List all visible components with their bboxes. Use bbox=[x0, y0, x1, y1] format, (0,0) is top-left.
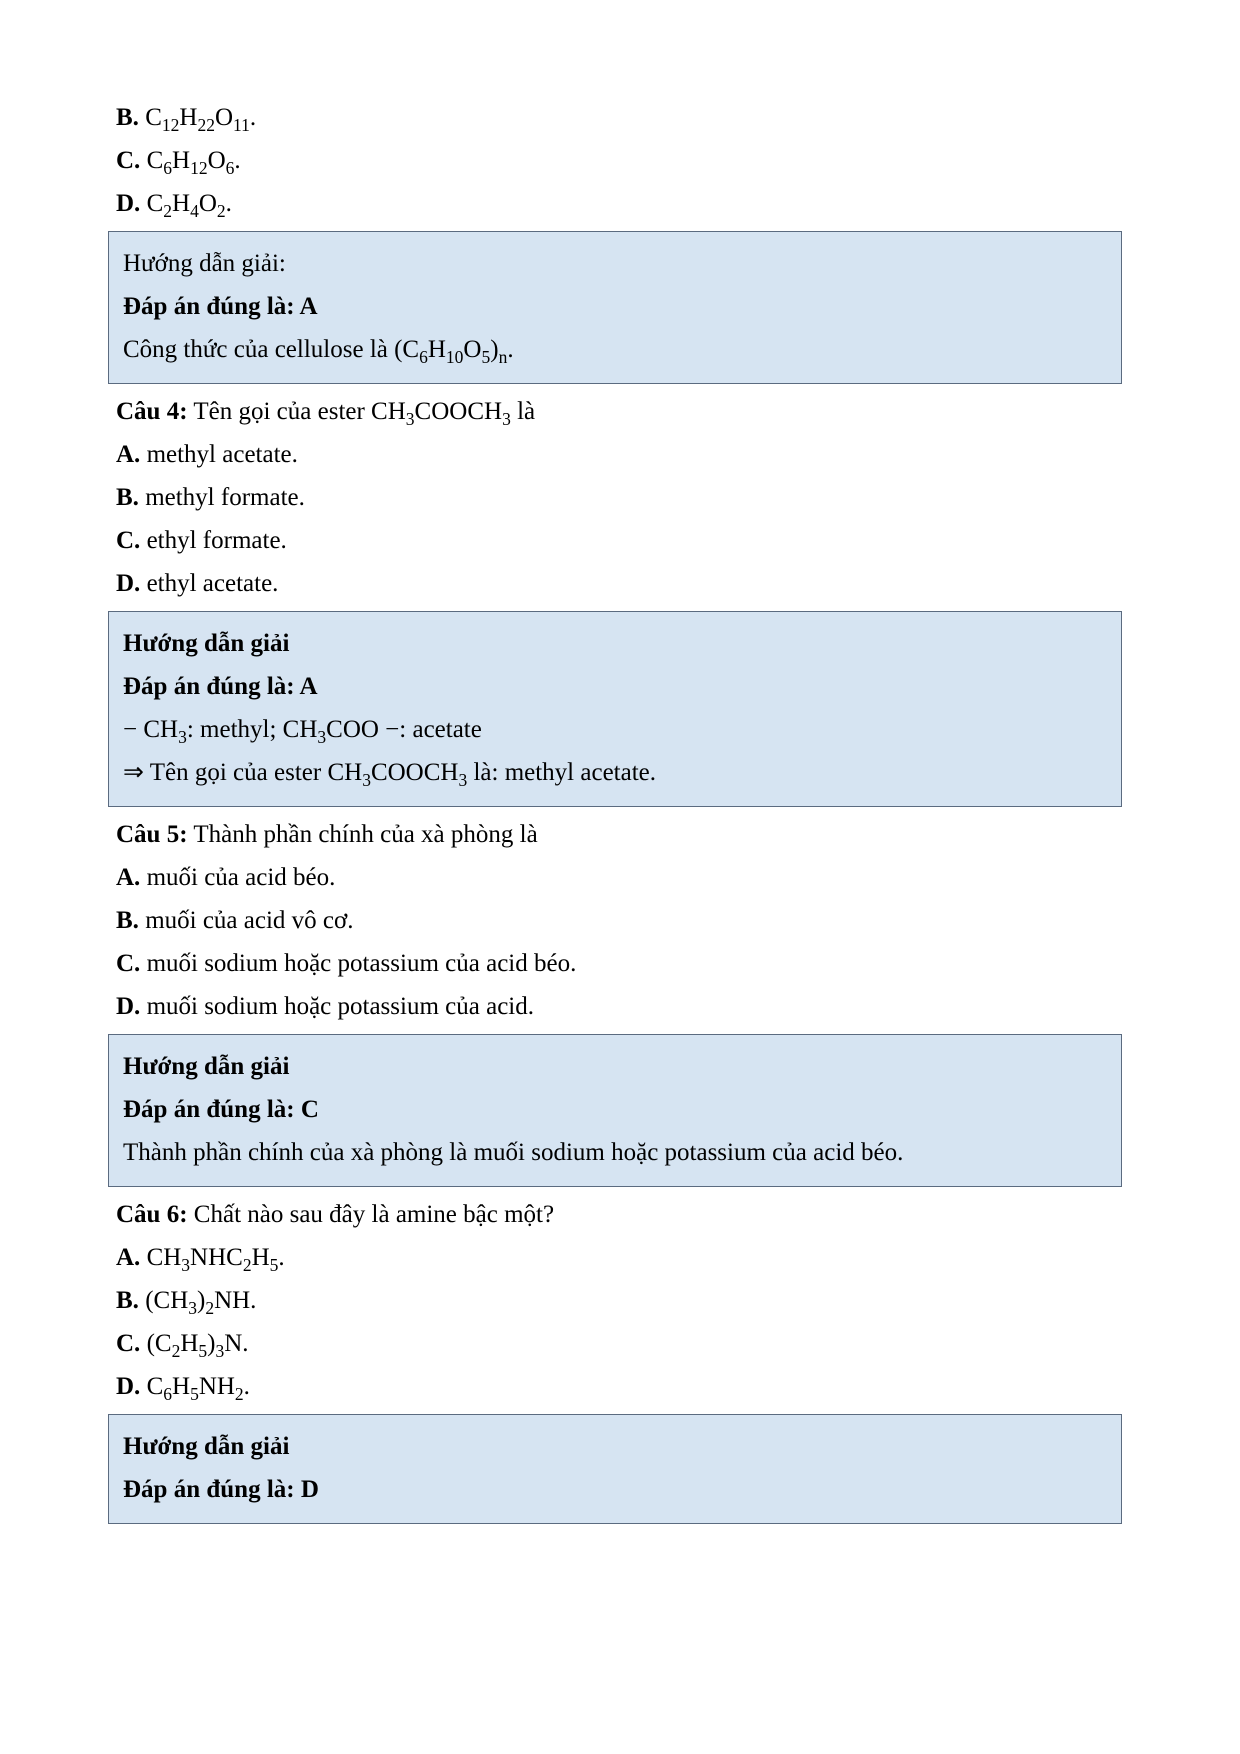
option-c bbox=[108, 139, 1122, 182]
option-text: muối sodium hoặc potassium của acid. bbox=[146, 993, 534, 1020]
option-d bbox=[108, 1365, 1122, 1408]
option-text: muối của acid vô cơ. bbox=[145, 907, 354, 934]
option-text: methyl acetate. bbox=[146, 441, 298, 468]
solution-heading: Hướng dẫn giải bbox=[123, 630, 290, 657]
option-letter: D. bbox=[116, 993, 141, 1020]
solution-block bbox=[108, 1034, 1122, 1187]
option-c bbox=[108, 1322, 1122, 1365]
option-letter: A. bbox=[116, 441, 141, 468]
option-a bbox=[108, 433, 1122, 476]
option-text: ethyl formate. bbox=[146, 527, 287, 554]
solution-heading: Hướng dẫn giải bbox=[123, 1433, 290, 1460]
solution-answer: Đáp án đúng là: A bbox=[123, 673, 318, 700]
solution-answer: Đáp án đúng là: D bbox=[123, 1476, 319, 1503]
option-d bbox=[108, 985, 1122, 1028]
option-letter: C. bbox=[116, 1330, 141, 1357]
option-letter: C. bbox=[116, 147, 141, 174]
solution-block bbox=[108, 611, 1122, 807]
option-d bbox=[108, 182, 1122, 225]
solution-line-2: ⇒ Tên gọi của ester $CH_3COOCH_3$ là: methyl acetate. bbox=[123, 759, 656, 790]
option-text: $(C_2H_5)_3N$. bbox=[146, 1330, 249, 1361]
option-letter: B. bbox=[116, 1287, 139, 1314]
option-b bbox=[108, 476, 1122, 519]
question-text: Chất nào sau đây là amine bậc một? bbox=[193, 1201, 555, 1228]
option-formula: $C_2H_4O_2$. bbox=[146, 190, 232, 221]
option-a bbox=[108, 856, 1122, 899]
option-b bbox=[108, 96, 1122, 139]
option-b bbox=[108, 1279, 1122, 1322]
question-5 bbox=[108, 813, 1122, 856]
question-number: Câu 4: bbox=[116, 398, 188, 425]
option-text: muối của acid béo. bbox=[146, 864, 336, 891]
option-b bbox=[108, 899, 1122, 942]
option-text: methyl formate. bbox=[145, 484, 305, 511]
option-text: ethyl acetate. bbox=[146, 570, 279, 597]
option-text: $CH_3NHC_2H_5$. bbox=[146, 1244, 285, 1275]
solution-explanation: Thành phần chính của xà phòng là muối sodium hoặc potassium của acid béo. bbox=[123, 1139, 904, 1166]
option-letter: D. bbox=[116, 570, 141, 597]
option-text: $(CH_3)_2NH$. bbox=[145, 1287, 257, 1318]
solution-block bbox=[108, 1414, 1122, 1524]
solution-line-1: − $CH_3$: methyl; $CH_3COO$ −: acetate bbox=[123, 716, 482, 747]
option-letter: B. bbox=[116, 104, 139, 131]
option-letter: D. bbox=[116, 190, 141, 217]
option-text: $C_6H_5NH_2$. bbox=[146, 1373, 250, 1404]
option-letter: C. bbox=[116, 527, 141, 554]
question-6 bbox=[108, 1193, 1122, 1236]
question-number: Câu 5: bbox=[116, 821, 188, 848]
question-4 bbox=[108, 390, 1122, 433]
option-a bbox=[108, 1236, 1122, 1279]
question-text: Thành phần chính của xà phòng là bbox=[193, 821, 538, 848]
solution-answer: Đáp án đúng là: A bbox=[123, 293, 318, 320]
solution-answer: Đáp án đúng là: C bbox=[123, 1096, 319, 1123]
option-letter: D. bbox=[116, 1373, 141, 1400]
option-letter: A. bbox=[116, 864, 141, 891]
option-letter: B. bbox=[116, 907, 139, 934]
option-text: muối sodium hoặc potassium của acid béo. bbox=[146, 950, 577, 977]
solution-heading: Hướng dẫn giải: bbox=[123, 250, 286, 277]
option-d bbox=[108, 562, 1122, 605]
solution-block bbox=[108, 231, 1122, 384]
solution-heading: Hướng dẫn giải bbox=[123, 1053, 290, 1080]
question-number: Câu 6: bbox=[116, 1201, 188, 1228]
option-formula: $C_{12}H_{22}O_{11}$. bbox=[145, 104, 257, 135]
option-letter: B. bbox=[116, 484, 139, 511]
option-letter: A. bbox=[116, 1244, 141, 1271]
option-c bbox=[108, 942, 1122, 985]
option-formula: $C_6H_{12}O_6$. bbox=[146, 147, 241, 178]
option-c bbox=[108, 519, 1122, 562]
solution-explanation: Công thức của cellulose là $(C_6H_{10}O_5)_n$. bbox=[123, 336, 514, 367]
option-letter: C. bbox=[116, 950, 141, 977]
question-text: Tên gọi của ester $CH_3COOCH_3$ là bbox=[193, 398, 536, 429]
